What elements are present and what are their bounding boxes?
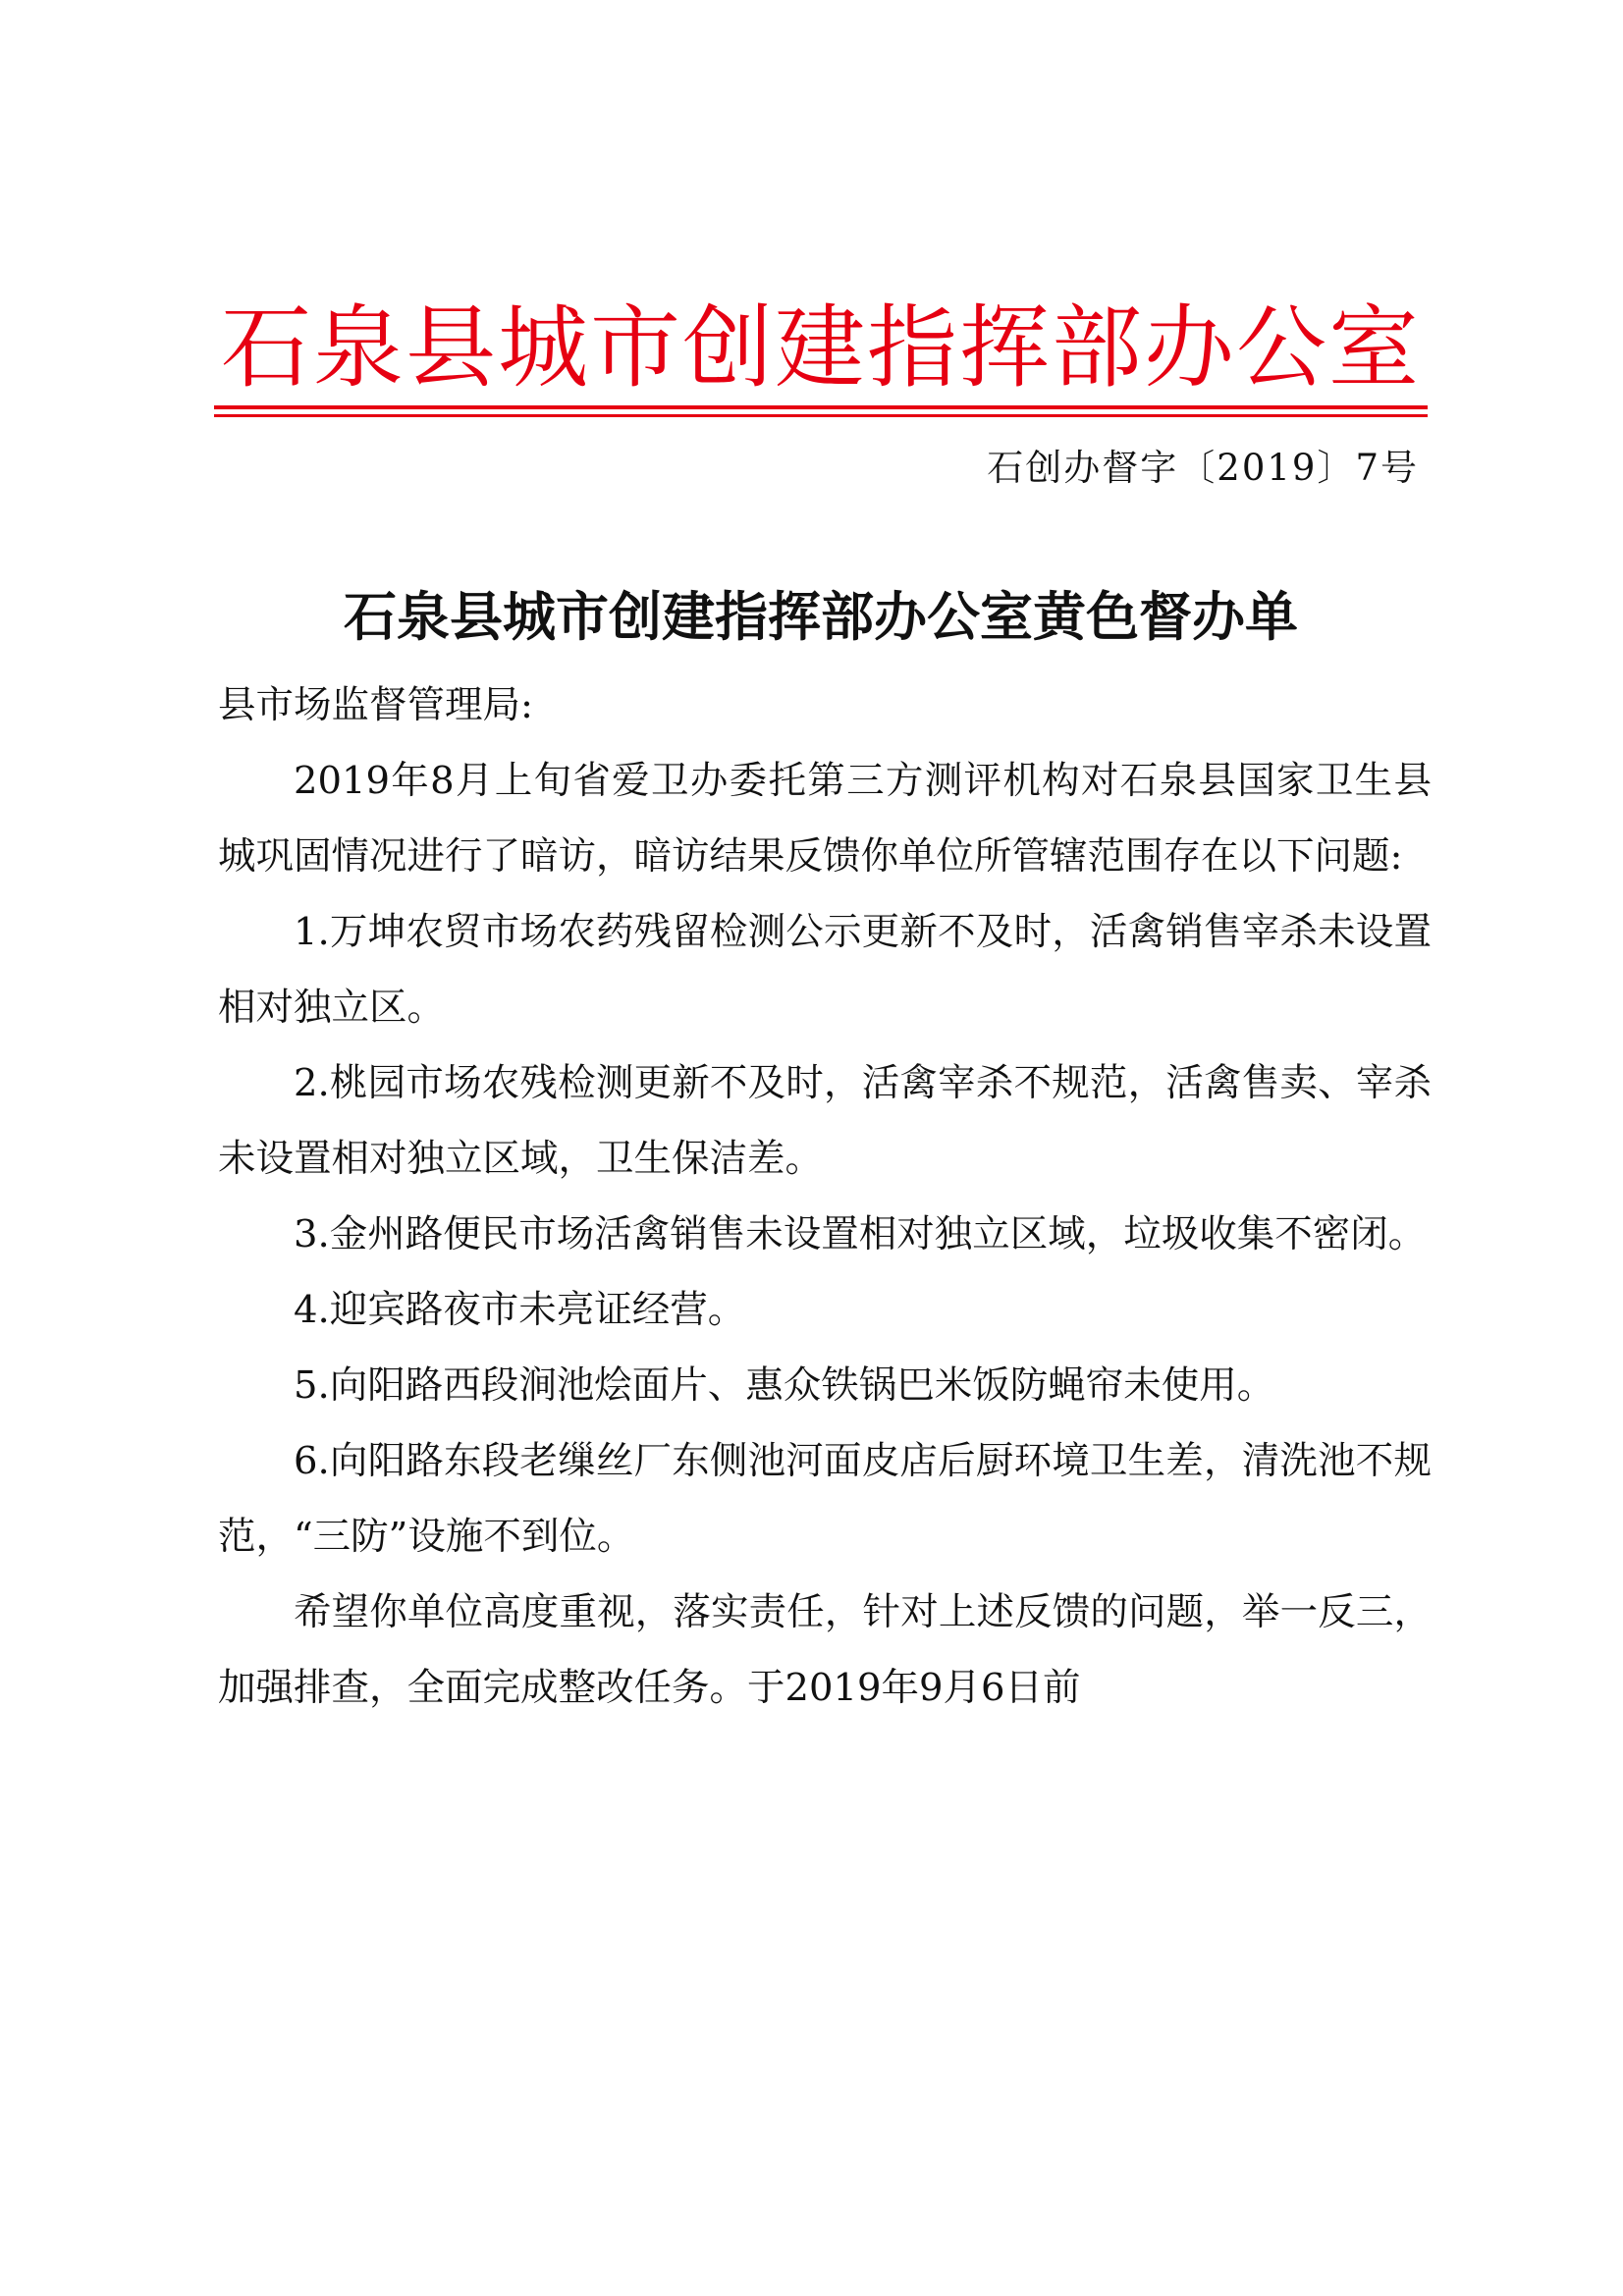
issue-item-2: 2.桃园市场农残检测更新不及时，活禽宰杀不规范，活禽售卖、宰杀未设置相对独立区域，卫生保洁差。 <box>218 1061 1432 1181</box>
issue-item-3: 3.金州路便民市场活禽销售未设置相对独立区域，垃圾收集不密闭。 <box>294 1212 1427 1256</box>
issue-item-1: 1.万坤农贸市场农药残留检测公示更新不及时，活禽销售宰杀未设置相对独立区。 <box>218 910 1432 1030</box>
issue-item-5: 5.向阳路西段涧池烩面片、惠众铁锅巴米饭防蝇帘未使用。 <box>294 1363 1275 1408</box>
header-red-line-thick <box>214 405 1428 409</box>
issue-item-4: 4.迎宾路夜市未亮证经营。 <box>294 1288 746 1332</box>
document-body <box>218 667 1432 1726</box>
header-red-line-thin <box>214 414 1428 417</box>
closing-paragraph: 希望你单位高度重视，落实责任，针对上述反馈的问题，举一反三，加强排查，全面完成整改任务。于2019年9月6日前 <box>218 1590 1432 1710</box>
document-title: 石泉县城市创建指挥部办公室黄色督办单 <box>344 585 1298 648</box>
organization-header: 石泉县城市创建指挥部办公室 <box>220 295 1421 400</box>
issue-item-6: 6.向阳路东段老缫丝厂东侧池河面皮店后厨环境卫生差，清洗池不规范，“三防”设施不到位。 <box>218 1439 1432 1559</box>
intro-paragraph: 2019年8月上旬省爱卫办委托第三方测评机构对石泉县国家卫生县城巩固情况进行了暗访，暗访结果反馈你单位所管辖范围存在以下问题: <box>218 759 1432 879</box>
recipient-line: 县市场监督管理局: <box>218 683 533 727</box>
document-number: 石创办督字〔2019〕7号 <box>987 447 1419 489</box>
